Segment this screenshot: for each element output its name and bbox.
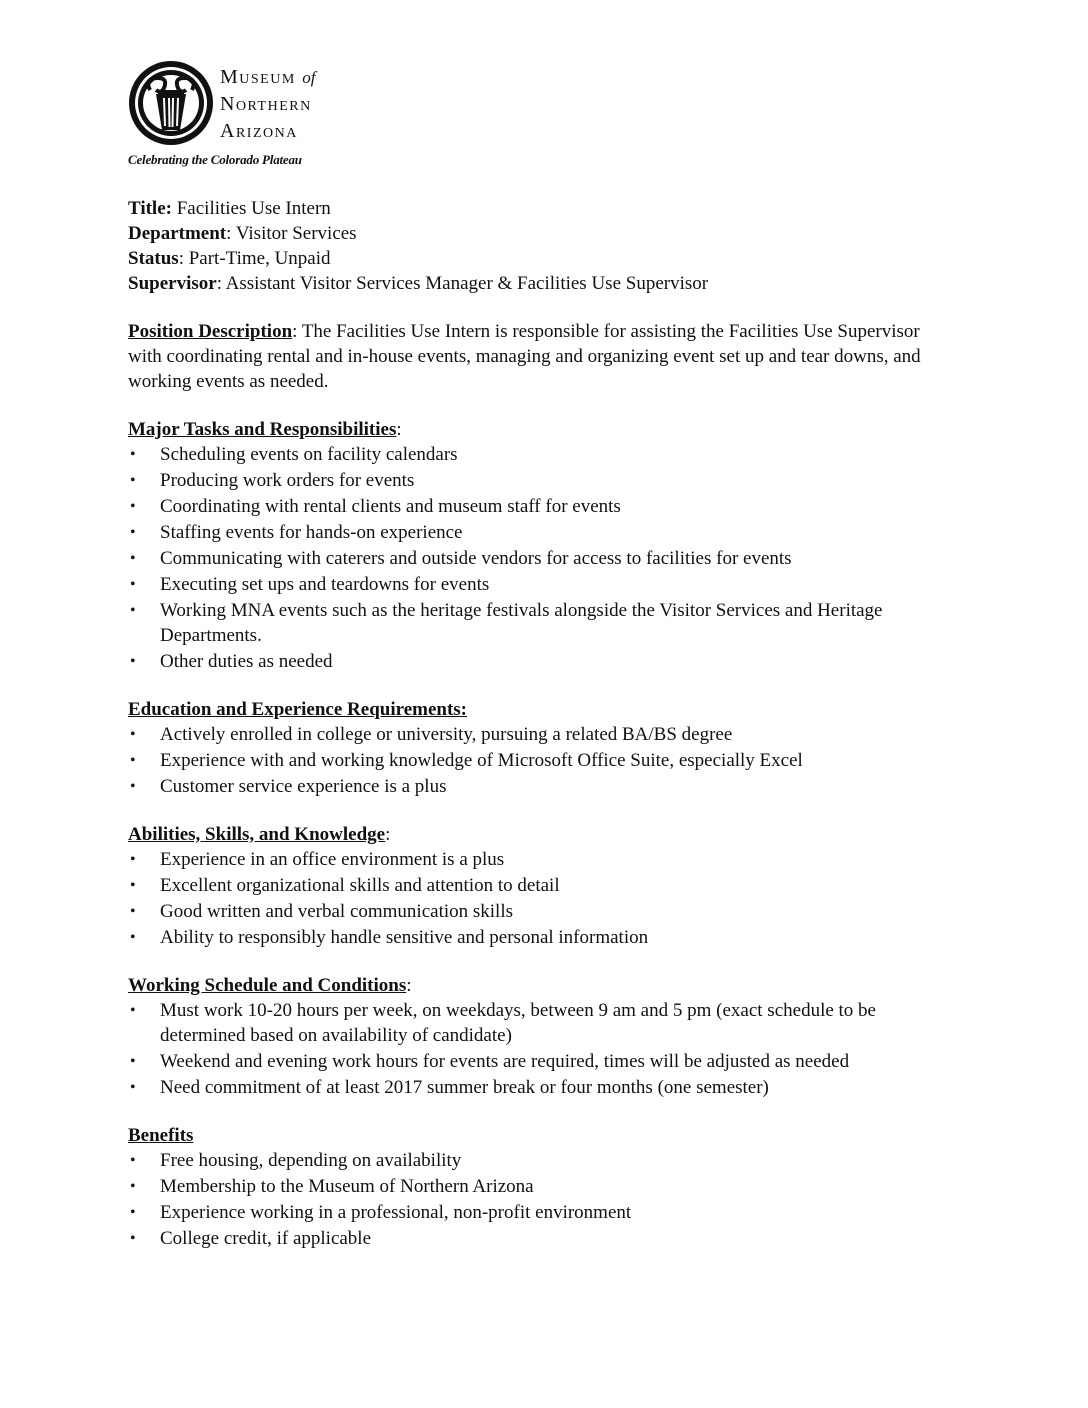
section-heading-text: Benefits xyxy=(128,1125,194,1146)
position-text: : The Facilities Use Intern is responsible for assisting the Facilities Use Supervisor with coordinating rental and in-house events, managing and organizing event set up and tear downs, and working events as needed. xyxy=(128,321,921,392)
section-heading xyxy=(128,417,948,442)
section-education xyxy=(128,697,948,799)
section-heading-text: Abilities, Skills, and Knowledge xyxy=(128,824,386,845)
section-heading-suffix: : xyxy=(406,975,412,996)
list-item: • Ability to responsibly handle sensitive and personal information xyxy=(128,925,948,950)
supervisor-label: Supervisor xyxy=(128,273,217,294)
list-item: • Must work 10-20 hours per week, on weekdays, between 9 am and 5 pm (exact schedule to be determined based on availability of candidate) xyxy=(128,998,948,1048)
bullet-list xyxy=(128,847,948,950)
status-label: Status xyxy=(128,248,179,269)
list-item: • Membership to the Museum of Northern Arizona xyxy=(128,1174,948,1199)
section-tasks xyxy=(128,417,948,674)
status-value: : Part-Time, Unpaid xyxy=(178,248,331,269)
list-item: • Experience with and working knowledge of Microsoft Office Suite, especially Excel xyxy=(128,748,948,773)
logo-tagline: Celebrating the Colorado Plateau xyxy=(128,152,302,167)
section-heading-suffix: : xyxy=(385,824,391,845)
logo-line-northern: Northern xyxy=(220,93,312,115)
job-description xyxy=(128,196,948,1252)
title-label: Title: xyxy=(128,198,172,219)
museum-emblem-icon xyxy=(128,60,214,146)
logo-line-museum xyxy=(220,67,316,87)
department-label: Department xyxy=(128,223,227,244)
status-line xyxy=(128,246,948,271)
logo-line-arizona: Arizona xyxy=(220,120,298,142)
department-value: : Visitor Services xyxy=(226,223,357,244)
list-item: • Executing set ups and teardowns for events xyxy=(128,572,948,597)
list-item: • Customer service experience is a plus xyxy=(128,774,948,799)
list-item: • Excellent organizational skills and attention to detail xyxy=(128,873,948,898)
section-heading xyxy=(128,697,948,722)
list-item: • Communicating with caterers and outside vendors for access to facilities for events xyxy=(128,546,948,571)
list-item: • Other duties as needed xyxy=(128,649,948,674)
section-schedule xyxy=(128,973,948,1100)
bullet-list xyxy=(128,1148,948,1251)
list-item: • Producing work orders for events xyxy=(128,468,948,493)
supervisor-value: : Assistant Visitor Services Manager & Facilities Use Supervisor xyxy=(216,273,709,294)
logo-word-of: of xyxy=(302,68,316,87)
section-heading xyxy=(128,1123,948,1148)
list-item: • Free housing, depending on availability xyxy=(128,1148,948,1173)
supervisor-line xyxy=(128,271,948,296)
position-description xyxy=(128,319,948,394)
section-heading-text: Working Schedule and Conditions xyxy=(128,975,407,996)
museum-logo xyxy=(128,60,368,172)
department-line xyxy=(128,221,948,246)
list-item: • Good written and verbal communication skills xyxy=(128,899,948,924)
section-abilities xyxy=(128,822,948,950)
list-item: • Experience in an office environment is a plus xyxy=(128,847,948,872)
section-heading-text: Education and Experience Requirements: xyxy=(128,699,468,720)
position-heading: Position Description xyxy=(128,321,293,342)
list-item: • College credit, if applicable xyxy=(128,1226,948,1251)
list-item: • Weekend and evening work hours for events are required, times will be adjusted as needed xyxy=(128,1049,948,1074)
section-heading-text: Major Tasks and Responsibilities xyxy=(128,419,397,440)
list-item: • Need commitment of at least 2017 summer break or four months (one semester) xyxy=(128,1075,948,1100)
list-item: • Experience working in a professional, non-profit environment xyxy=(128,1200,948,1225)
section-heading-suffix: : xyxy=(396,419,402,440)
logo-word-museum: Museum xyxy=(220,66,296,88)
list-item: • Coordinating with rental clients and museum staff for events xyxy=(128,494,948,519)
bullet-list xyxy=(128,442,948,674)
job-meta xyxy=(128,196,948,296)
section-heading xyxy=(128,822,948,847)
title-line xyxy=(128,196,948,221)
section-benefits xyxy=(128,1123,948,1251)
title-value: Facilities Use Intern xyxy=(171,198,331,219)
list-item: • Working MNA events such as the heritage festivals alongside the Visitor Services and Heritage Departments. xyxy=(128,598,948,648)
section-heading xyxy=(128,973,948,998)
bullet-list xyxy=(128,722,948,799)
bullet-list xyxy=(128,998,948,1100)
list-item: • Actively enrolled in college or university, pursuing a related BA/BS degree xyxy=(128,722,948,747)
list-item: • Staffing events for hands-on experience xyxy=(128,520,948,545)
list-item: • Scheduling events on facility calendars xyxy=(128,442,948,467)
